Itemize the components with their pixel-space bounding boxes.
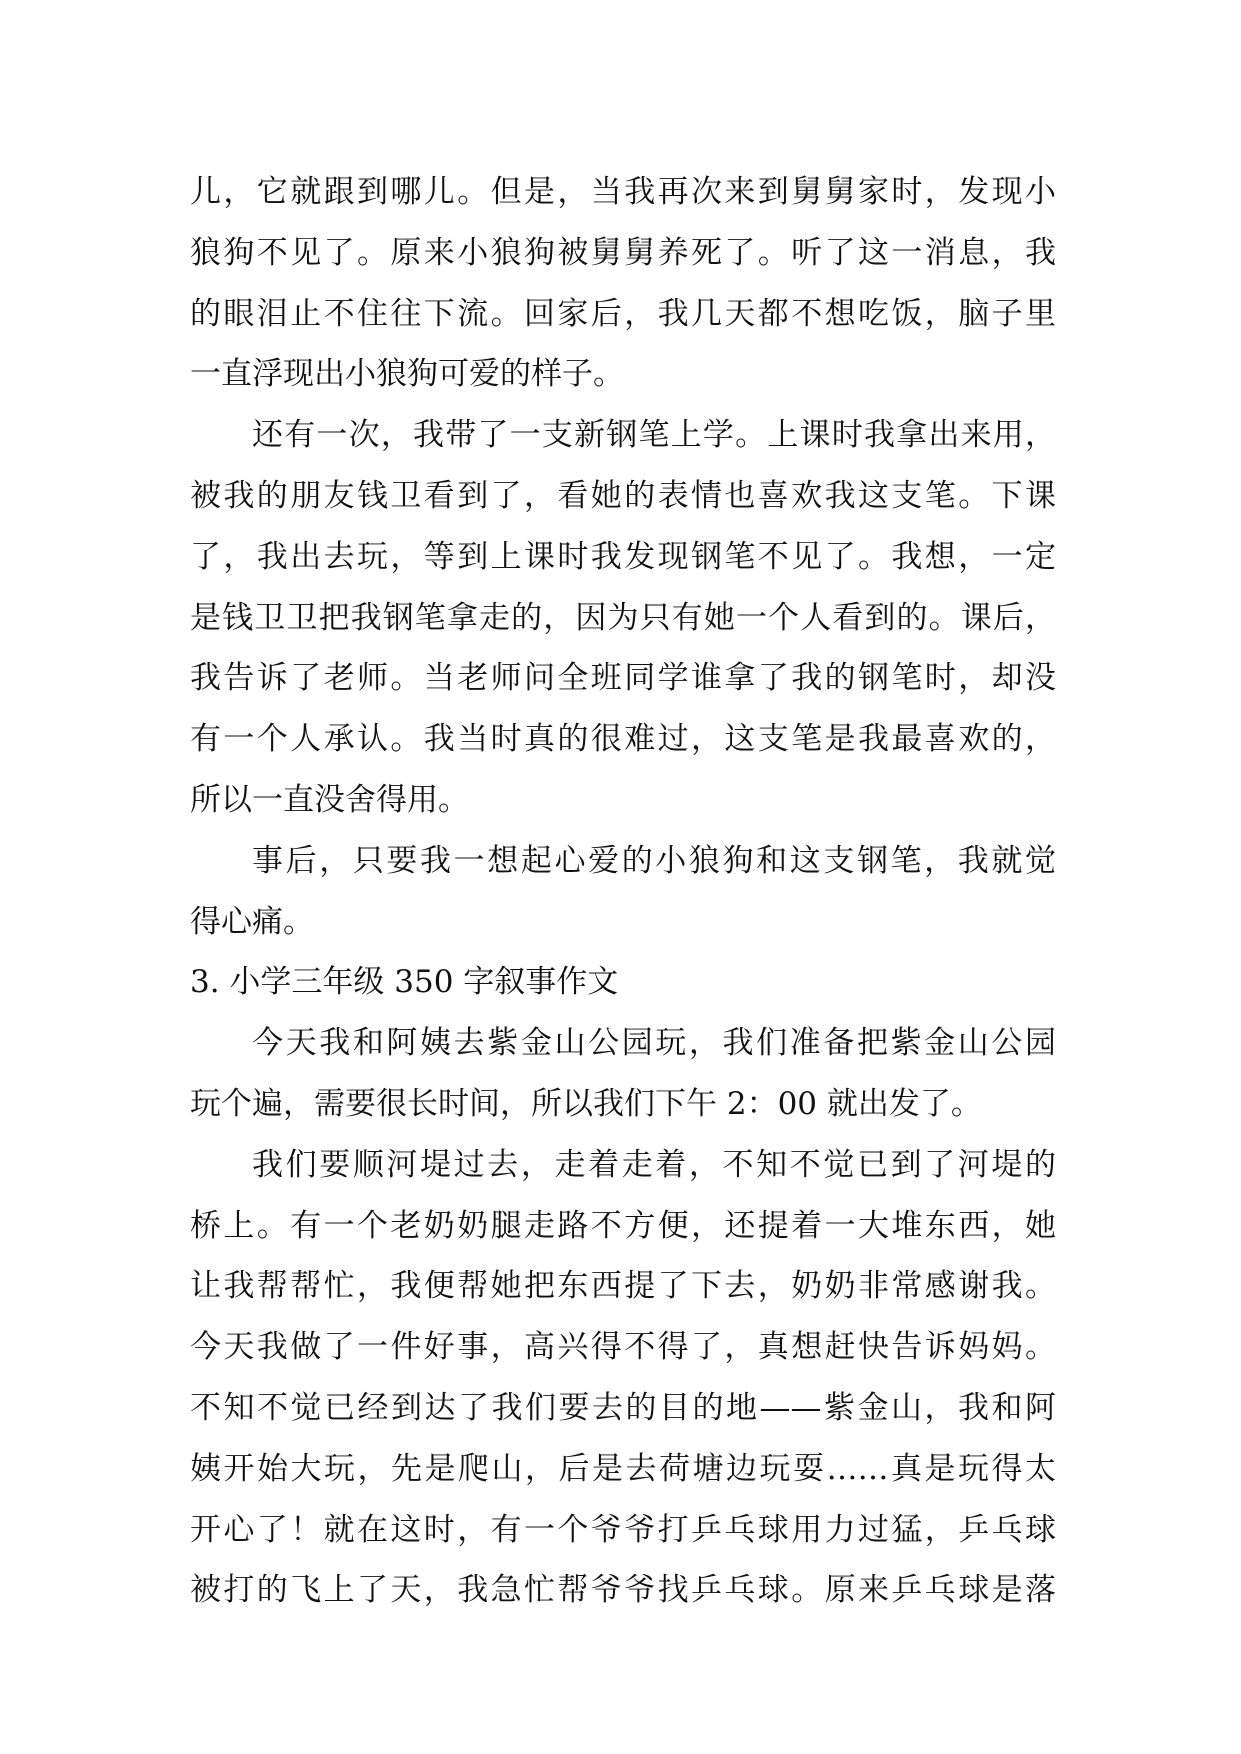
text-line: 开心了！就在这时，有一个爷爷打乒乓球用力过猛，乒乓球 (190, 1511, 1056, 1548)
text-line: 事后，只要我一想起心爱的小狼狗和这支钢笔，我就觉 (252, 842, 1056, 879)
text-line: 是钱卫卫把我钢笔拿走的，因为只有她一个人看到的。课后， (190, 599, 1056, 636)
section-heading: 3. 小学三年级 350 字叙事作文 (190, 964, 619, 1001)
text-line: 得心痛。 (190, 903, 314, 940)
text-line: 今天我做了一件好事，高兴得不得了，真想赶快告诉妈妈。 (190, 1329, 1056, 1366)
text-line: 还有一次，我带了一支新钢笔上学。上课时我拿出来用， (252, 417, 1056, 454)
text-line: 被我的朋友钱卫看到了，看她的表情也喜欢我这支笔。下课 (190, 477, 1056, 514)
text-line: 桥上。有一个老奶奶腿走路不方便，还提着一大堆东西，她 (190, 1207, 1056, 1244)
text-line: 我们要顺河堤过去，走着走着，不知不觉已到了河堤的 (252, 1146, 1056, 1183)
text-line: 今天我和阿姨去紫金山公园玩，我们准备把紫金山公园 (252, 1025, 1056, 1062)
text-line: 了，我出去玩，等到上课时我发现钢笔不见了。我想，一定 (190, 538, 1056, 575)
text-line: 姨开始大玩，先是爬山，后是去荷塘边玩耍……真是玩得太 (190, 1450, 1056, 1487)
text-line: 一直浮现出小狼狗可爱的样子。 (190, 356, 624, 393)
text-line: 我告诉了老师。当老师问全班同学谁拿了我的钢笔时，却没 (190, 660, 1056, 697)
text-line: 的眼泪止不住往下流。回家后，我几天都不想吃饭，脑子里 (190, 295, 1056, 332)
text-line: 不知不觉已经到达了我们要去的目的地——紫金山，我和阿 (190, 1389, 1056, 1426)
text-line: 儿，它就跟到哪儿。但是，当我再次来到舅舅家时，发现小 (190, 174, 1056, 210)
text-line: 有一个人承认。我当时真的很难过，这支笔是我最喜欢的， (190, 721, 1056, 758)
document-body (190, 162, 1056, 1621)
text-line: 被打的飞上了天，我急忙帮爷爷找乒乓球。原来乒乓球是落 (190, 1572, 1056, 1609)
text-line: 玩个遍，需要很长时间，所以我们下午 2：00 就出发了。 (190, 1085, 982, 1122)
text-line: 所以一直没舍得用。 (190, 781, 469, 818)
text-line: 让我帮帮忙，我便帮她把东西提了下去，奶奶非常感谢我。 (190, 1268, 1056, 1305)
text-line: 狼狗不见了。原来小狼狗被舅舅养死了。听了这一消息，我 (190, 234, 1056, 271)
